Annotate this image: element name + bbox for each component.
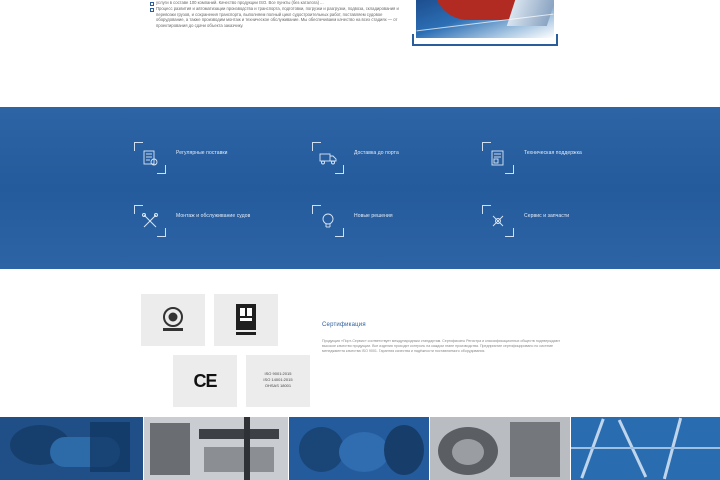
gallery-item[interactable] [289,417,429,480]
gallery-item[interactable] [0,417,143,480]
feature-label: Монтаж и обслуживание судов [176,213,251,219]
gallery-item[interactable] [430,417,570,480]
truck-icon [312,142,344,174]
gallery-item[interactable] [144,417,288,480]
cert-rmrs[interactable] [141,294,205,346]
intro-paragraph: Процесс развития и автоматизации производства и транспорта, подготовки, погрузки и разгрузки, подвоза, складирования и перевозки грузов, и сохранения транспорта, выполняем полный цикл судостроительных работ, поставляем судовое оборудование, а также производим монтаж и техническое обслуживание. Мы обеспечиваем качество на всех стадиях — от проектирования до сдачи объекта заказчику. [150,6,408,28]
certificates-description: Продукция «Порт-Сервис» соответствует международным стандартам. Сертификаты Регистра и классификационных обществ подтверждают высокое качество продукции. Все изделия проходят контроль на каждом этапе производства. Предприятие сертифицировано по системе менеджмента качества ISO 9001. Гарантия качества и надёжности поставляемого оборудования. [322,339,560,353]
feature-item [134,140,294,180]
ship-deck [507,0,554,26]
feature-item [312,203,472,243]
certificates-section [0,269,720,417]
feature-item [482,140,642,180]
lightbulb-icon [312,205,344,237]
feature-item [482,203,642,243]
gallery-item[interactable] [571,417,720,480]
feature-item [312,140,472,180]
gallery-strip [0,417,720,480]
feature-item [134,203,294,243]
photo-frame [412,34,558,46]
intro-text [150,0,408,29]
rmrs-logo-icon [161,306,185,334]
river-register-logo-icon [234,302,258,338]
certificates-title: Сертификация [322,322,366,328]
wrench-icon [482,205,514,237]
cert-iso[interactable] [246,355,310,407]
tools-icon [134,205,166,237]
cert-ce[interactable] [173,355,237,407]
iso-badge-text: ISO 9001:2015 ISO 14001:2015 OHSAS 18001 [263,371,293,388]
intro-section [0,0,720,105]
manual-icon [482,142,514,174]
feature-label: Регулярные поставки [176,150,228,156]
feature-label: Сервис и запчасти [524,213,570,219]
intro-paragraph: услуги в составе 100 компаний. Качество продукции ISO. Все пункты (без каталога) ... [150,0,408,5]
feature-label: Новые решения [354,213,393,219]
ce-mark: CE [193,371,217,391]
feature-label: Доставка до порта [354,150,399,156]
document-icon [134,142,166,174]
feature-label: Техническая поддержка [524,150,582,156]
features-band [0,107,720,269]
ship-photo [416,0,554,38]
cert-river-register[interactable] [214,294,278,346]
